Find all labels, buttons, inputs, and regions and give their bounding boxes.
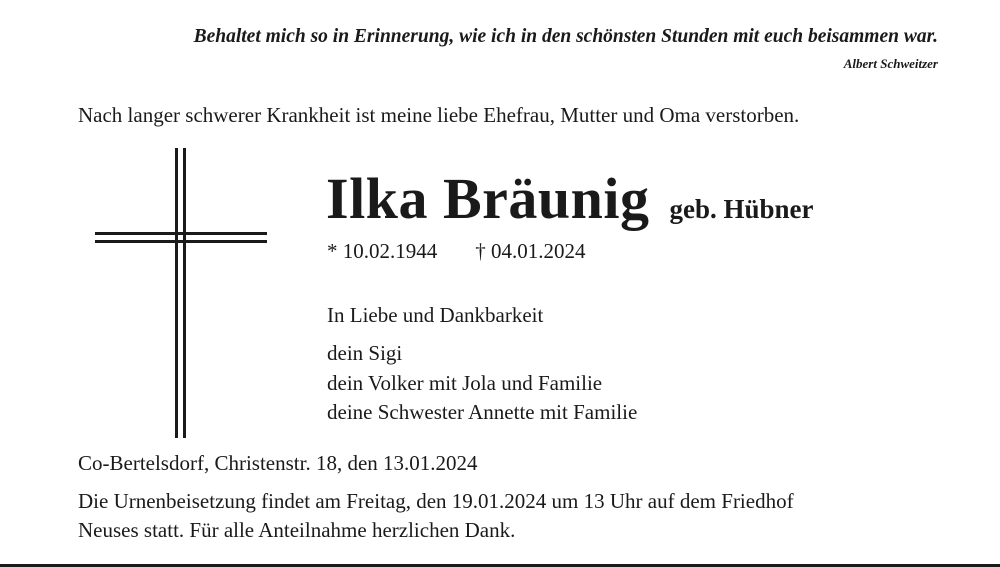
signer: dein Volker mit Jola und Familie [327,370,603,395]
place-date: Co-Bertelsdorf, Christenstr. 18, den 13.01.2024 [78,451,478,475]
funeral-info [78,487,958,545]
birth-date: * 10.02.1944 [327,239,438,263]
maiden-name: geb. Hübner [669,194,814,224]
quote-text: Behaltet mich so in Erinnerung, wie ich in den schönsten Stunden mit euch beisammen war. [193,26,938,47]
life-dates [327,239,586,264]
deceased-heading [326,165,814,232]
signers-list [327,339,637,428]
quote-author: Albert Schweitzer [843,56,938,71]
cross-icon [95,148,267,438]
funeral-info-line: Neuses statt. Für alle Anteilnahme herzlichen Dank. [78,518,516,542]
signer: deine Schwester Annette mit Familie [327,400,638,424]
funeral-info-line: Die Urnenbeisetzung findet am Freitag, den 19.01.2024 um 13 Uhr auf dem Friedhof [78,489,794,513]
signer: dein Sigi [327,341,403,365]
death-date: † 04.01.2024 [475,239,586,263]
signature-heading: In Liebe und Dankbarkeit [327,303,544,327]
intro-text: Nach langer schwerer Krankheit ist meine liebe Ehefrau, Mutter und Oma verstorben. [78,103,800,127]
deceased-name: Ilka Bräunig [326,166,650,231]
